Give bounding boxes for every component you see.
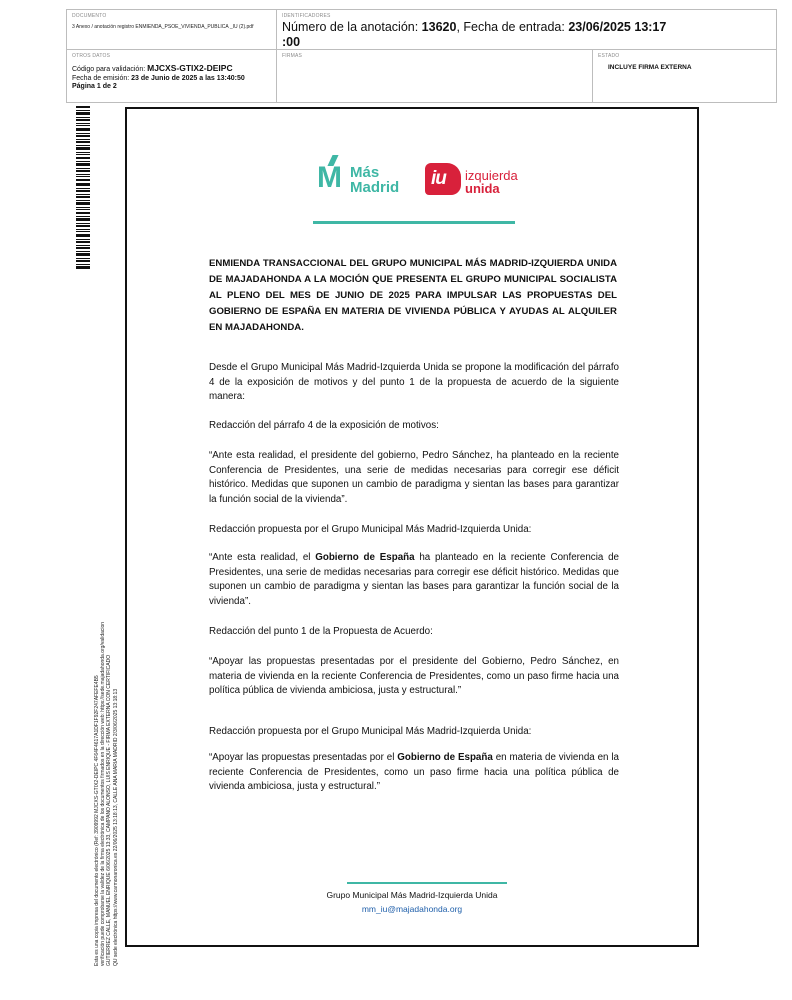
mas-madrid-line1: Más <box>350 164 380 181</box>
otros-label: OTROS DATOS <box>72 53 111 59</box>
iu-line2: unida <box>465 181 500 196</box>
registro-mid: , Fecha de entrada: <box>456 20 569 34</box>
estado-label: ESTADO <box>598 53 620 59</box>
documento-label: DOCUMENTO <box>72 13 107 19</box>
quote4-part-c: en materia de vivienda en la reciente Conferencia de Presidentes, como un paso firme hacia una política pública de vivienda ambiciosa, justa y estructural.” <box>209 752 619 792</box>
registro-number: 13620 <box>421 20 457 34</box>
heading-propuesta-1: Redacción propuesta por el Grupo Municipal Más Madrid-Izquierda Unida: <box>209 524 532 535</box>
heading-exposicion: Redacción del párrafo 4 de la exposición de motivos: <box>209 420 439 431</box>
iu-line1: izquierda <box>465 168 518 183</box>
heading-punto1: Redacción del punto 1 de la Propuesta de Acuerdo: <box>209 626 433 637</box>
party-logos <box>317 153 547 203</box>
registro-cell <box>277 10 776 50</box>
quote4-bold: Gobierno de España <box>397 752 493 763</box>
iu-mark: iu <box>431 168 446 189</box>
document-title: ENMIENDA TRANSACCIONAL DEL GRUPO MUNICIPAL MÁS MADRID-IZQUIERDA UNIDA DE MAJADAHONDA A LA MOCIÓN QUE PRESENTA EL GRUPO MUNICIPAL SOCIALISTA AL PLENO DEL MES DE JUNIO DE 2025 PARA IMPULSAR LAS PROPUESTAS DEL GOBIERNO DE ESPAÑA EN MATERIA DE VIVIENDA PÚBLICA Y AYUDAS AL ALQUILER EN MAJADAHONDA. <box>209 258 617 333</box>
mas-madrid-line2: Madrid <box>350 179 400 196</box>
footer-email-link[interactable]: mm_iu@majadahonda.org <box>361 904 463 914</box>
vertical-line-3: GUTIERREZ CALLE, MANUEL ENRIQUE 6/06/2025 13:33, CAMPANO ALONSO, LUIS ENRIQUE - FIRMA EXTERNA CON CERTIFICADO <box>106 654 113 966</box>
footer-group-name: Grupo Municipal Más Madrid-Izquierda Unida <box>326 890 498 900</box>
barcode-icon <box>76 106 90 270</box>
registro-prefix: Número de la anotación: <box>282 20 422 34</box>
intro-paragraph: Desde el Grupo Municipal Más Madrid-Izquierda Unida se propone la modificación del párrafo 4 de la exposición de motivos y del punto 1 de la propuesta de acuerdo de la siguiente manera: <box>209 362 619 402</box>
quote4-part-a: “Apoyar las propuestas presentadas por el <box>209 752 398 763</box>
iu-logo-icon <box>425 163 461 195</box>
quote-original-punto1: “Apoyar las propuestas presentadas por el presidente del Gobierno, Pedro Sánchez, en materia de vivienda en la reciente Conferencia de Presidentes, como un paso firme hacia una política pública de vivienda ambiciosa, justa y estructural.” <box>209 656 619 696</box>
registro-label: IDENTIFICADORES <box>282 13 331 19</box>
mas-madrid-m-icon: M <box>317 161 342 194</box>
estado-cell <box>593 50 776 102</box>
document-page <box>125 107 699 947</box>
emision-value: 23 de Junio de 2025 a las 13:40:50 <box>131 74 245 82</box>
otros-lines <box>72 64 271 92</box>
verification-vertical-text <box>94 622 119 966</box>
vertical-line-2: verificación puede comprobarse la validez de la firma electrónica de los documentos firmados en la dirección web: https://sede.majadahonda.org/validacion <box>100 621 107 966</box>
documento-cell <box>67 10 277 50</box>
otros-datos-cell <box>67 50 277 102</box>
top-divider <box>313 221 515 224</box>
codigo-prefix: Código para validación: <box>72 66 148 73</box>
firmas-cell <box>277 50 593 102</box>
vertical-line-4: QU sede electrónica https://www.carmonaronica.es 22/06/2025 13:18:13, CALLE ANA MARIA MADRID 2/3/06/2025 13:18:13 <box>112 688 119 966</box>
heading-propuesta-2: Redacción propuesta por el Grupo Municipal Más Madrid-Izquierda Unida: <box>209 726 532 737</box>
registro-text <box>282 20 771 50</box>
quote2-part-a: “Ante esta realidad, el <box>209 552 316 563</box>
firmas-label: FIRMAS <box>282 53 303 59</box>
iu-wordmark <box>465 169 518 195</box>
mas-madrid-wordmark <box>350 165 399 195</box>
pagina-count: Página 1 de 2 <box>72 83 117 90</box>
quote2-part-c: ha planteado en la reciente Conferencia de Presidentes, una serie de medidas necesarias para corregir ese déficit histórico. Medidas que suponen un cambio de paradigma y sientan las bases para garantizar la función social de la vivienda”. <box>209 552 619 607</box>
footer-divider <box>347 882 507 884</box>
quote-propuesta-parrafo4 <box>209 551 619 609</box>
registro-date: 23/06/2025 13:17 <box>568 20 667 34</box>
registro-date-cont: :00 <box>282 35 301 49</box>
registry-header <box>66 9 777 103</box>
emision-prefix: Fecha de emisión: <box>72 74 132 82</box>
quote2-bold: Gobierno de España <box>315 552 415 563</box>
vertical-line-1: Esta es una copia impresa del documento electrónico (Ref: 3909992 MJCXS-GTIX2-DEIPC 4F64F4617A1DF1F92F247AFEFE4B5 <box>94 675 100 966</box>
codigo-validacion: MJCXS-GTIX2-DEIPC <box>147 63 233 73</box>
estado-value: INCLUYE FIRMA EXTERNA <box>608 64 692 71</box>
documento-name: 3 Anexo / anotación registro ENMIENDA_PSOE_VIVIENDA_PUBLICA _IU (2).pdf <box>72 24 254 30</box>
quote-propuesta-punto1 <box>209 751 619 795</box>
quote-original-parrafo4: “Ante esta realidad, el presidente del gobierno, Pedro Sánchez, ha planteado en la reciente Conferencia de Presidentes, una serie de medidas necesarias para corregir ese déficit histórico. Medidas que suponen un cambio de paradigma y sientan las bases para garantizar la función social de la vivienda”. <box>209 450 619 505</box>
